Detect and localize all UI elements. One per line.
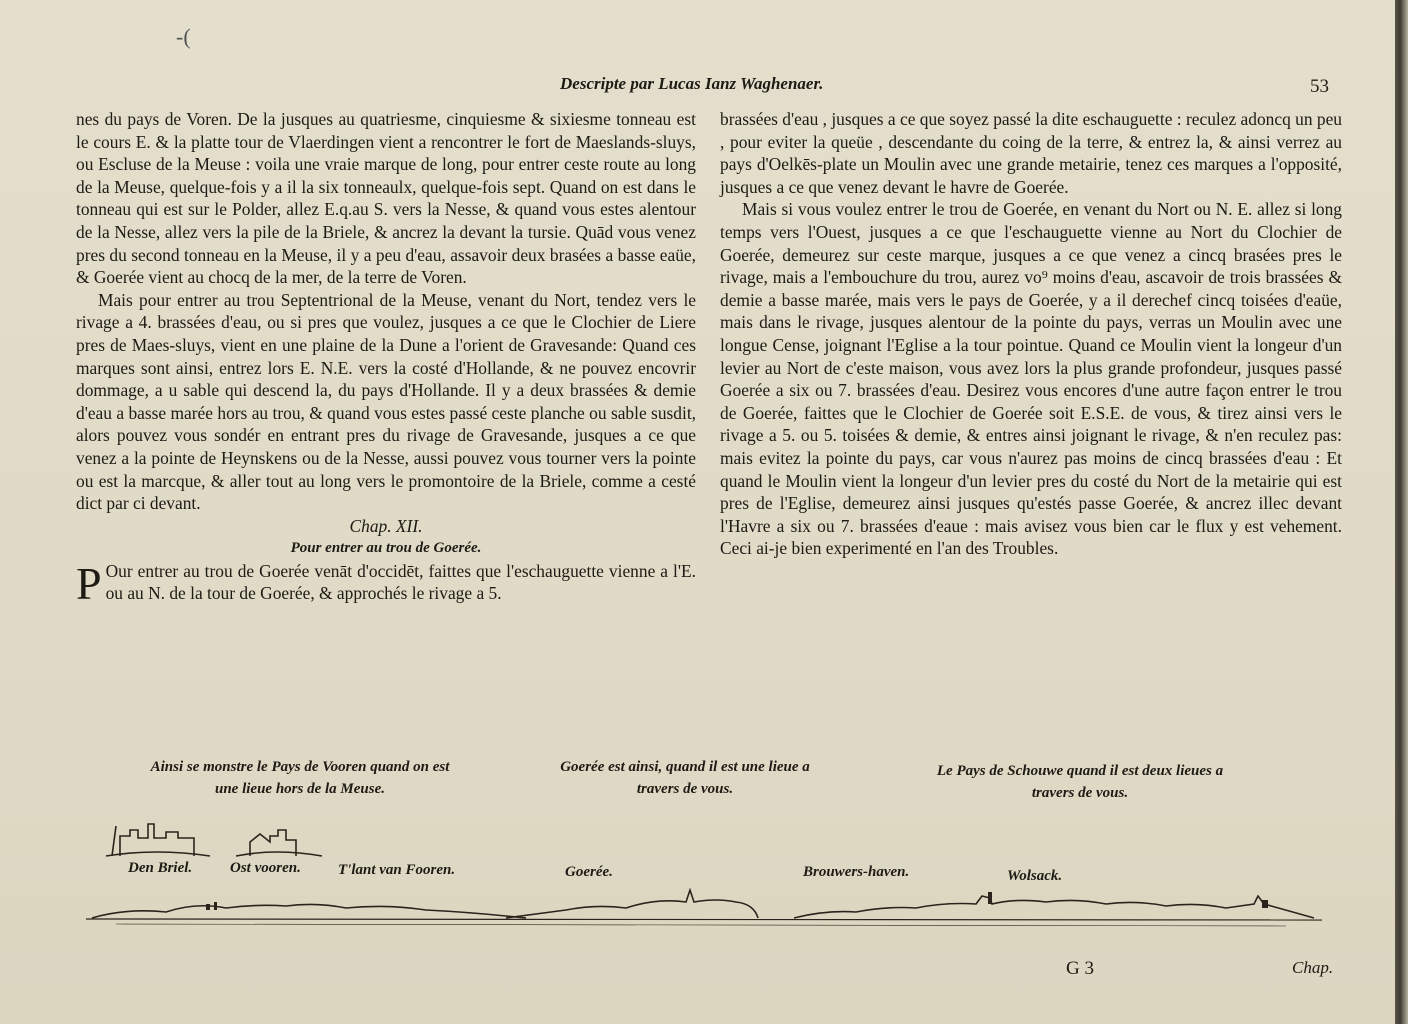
drop-cap: P — [76, 557, 102, 609]
caption-goeree: Goerée est ainsi, quand il est une lieue a travers de vous. — [560, 759, 810, 797]
right-paragraph-1: brassées d'eau , jusques a ce que soyez passé la dite eschauguette : reculez adoncq un peu , pour eviter la queüe , descendante du coing de la terre, & entrez la, & ainsi verrez au pays d'Oelkēs-plate un Moulin avec une grande metairie, tenez ces marques a l'opposité, jusques a ce que venez devant le havre de Goerée. — [720, 109, 1342, 197]
signature-mark: G 3 — [1066, 958, 1094, 979]
left-paragraph-3-text: Our entrer au trou de Goerée venāt d'occidēt, faittes que l'eschauguette vienne a l'E. ou au N. de la tour de Goerée, & approchés le rivage a 5. — [105, 560, 696, 604]
label-wolsack: Wolsack. — [1007, 868, 1063, 884]
catchword: Chap. — [1292, 958, 1334, 977]
page-edge — [1395, 0, 1408, 1024]
caption-schouwen: Le Pays de Schouwe quand il est deux lieues a travers de vous. — [936, 763, 1224, 801]
chapter-title: Pour entrer au trou de Goerée. — [290, 540, 482, 557]
coastal-profile-illustration — [86, 818, 1326, 938]
left-paragraph-3 — [76, 557, 696, 609]
den-briel-town-icon — [112, 824, 194, 856]
left-paragraph-2: Mais pour entrer au trou Septentrional de la Meuse, venant du Nort, tendez vers le rivage a 4. brassées d'eau, ou si pres que voulez, jusques a ce que le Clochier de Liere pres de Maes-sluys, vient en une plaine de la Dune a l'orient de Gravesande: Quand ces marques sont ainsi, entrez lors E. N.E. vers la costé d'Hollande, & ne pouvez encovrir dommage, a u sable qui descend la, du pays d'Hollande. Il y a deux brassées & demie d'eau a basse marée hors au trou, & quand vous estes passé ceste planche ou sable susdit, alors pouvez vous sondér en entrant pres du rivage de Gravesande, jusques a ce que venez a la pointe de Heynskens ou de la Nesse, aussi pouvez vous tourner vers la pointe ou est la marcque, & aller tout au long vers le promontoire de la Briele, comme a cesté dict par ci devant. — [76, 289, 696, 514]
label-ost-vooren: Ost vooren. — [230, 860, 301, 876]
margin-mark: -( — [176, 24, 191, 49]
label-den-briel: Den Briel. — [128, 860, 193, 876]
coastline-schouwen — [794, 896, 1314, 918]
coastline-goeree — [506, 890, 758, 918]
left-column — [76, 108, 696, 609]
label-tlant-van-vooren: T'lant van Fooren. — [338, 862, 456, 878]
running-title: Descripte par Lucas Ianz Waghenaer. — [560, 74, 824, 93]
right-paragraph-2: Mais si vous voulez entrer le trou de Goerée, en venant du Nort ou N. E. allez si long temps vers l'Ouest, jusques a ce que l'eschauguette vienne au Nort du Clochier de Goerée, demeurez sur ceste marque, jusques a ce que venez a cincq brasées pres le rivage, mais a l'embouchure du trou, aurez vo⁹ moins d'eau, ascavoir de trois brassées & demie a basse marée, mais vers le pays de Goerée, y a il derechef cincq toisées d'eaüe, mais dans le rivage, jusques alentour de la pointe du pays, verras un Moulin avec une longue Cense, joignant l'Eglise a la tour pointue. Quand ce Moulin vient la longeur d'un levier au Nort de c'este maison, vous avez lors la plus grande profondeur, jusques passé Goerée a six ou 7. brassées d'eau. Desirez vous encores d'une autre façon entrer le trou de Goerée, faittes que le Clochier de Goerée soit E.S.E. de vous, & tirez ainsi vers le rivage a 5. ou 5. toisées & demie, & entres ainsi joignant le rivage, & n'en reculez pas: mais evitez la pointe du pays, car vous n'aurez pas moins de cincq brassées d'eau : Et quand le Moulin vient la longeur d'un levier pres du costé du Nort de la metairie qui est pres de l'Eglise, demeurez ainsi jusques qu'estés passe Goerée, & ancrez illec devant l'Havre a six ou 7. brassées d'eaue : mais avisez vous bien car le flux y est vehement. Ceci ai-je bien experimenté en l'an des Troubles. — [720, 199, 1342, 559]
label-brouwers-haven: Brouwers-haven. — [803, 864, 910, 880]
chapter-heading: Chap. XII. — [349, 515, 423, 536]
caption-voorne: Ainsi se monstre le Pays de Vooren quand on est une lieue hors de la Meuse. — [150, 759, 450, 797]
page-number: 53 — [1310, 76, 1329, 97]
coastline-vooren — [92, 904, 526, 918]
right-column — [720, 108, 1342, 560]
left-paragraph-1: nes du pays de Voren. De la jusques au quatriesme, cinquiesme & sixiesme tonneau est le cours E. & la platte tour de Vlaerdingen vient a rencontrer le fort de Maeslands-sluys, ou Escluse de la Meuse : voila une vraie marque de long, pour entrer ceste route au long de la Meuse, quelque-fois y a il la six tonneaulx, quelque-fois sept. Quand on est dans le tonneau qui est sur le Polder, allez E.q.au S. vers la Nesse, & quand vous estes alentour de la Nesse, allez vers la pile de la Briele, & ancrez la devant la tursie. Quād vous venez pres du second tonneau en la Meuse, il y a peu d'eau, assavoir deux brasées a basse eaüe, & Goerée vient au chocq de la mer, de la terre de Voren. — [76, 109, 696, 288]
label-goeree: Goerée. — [565, 864, 613, 880]
